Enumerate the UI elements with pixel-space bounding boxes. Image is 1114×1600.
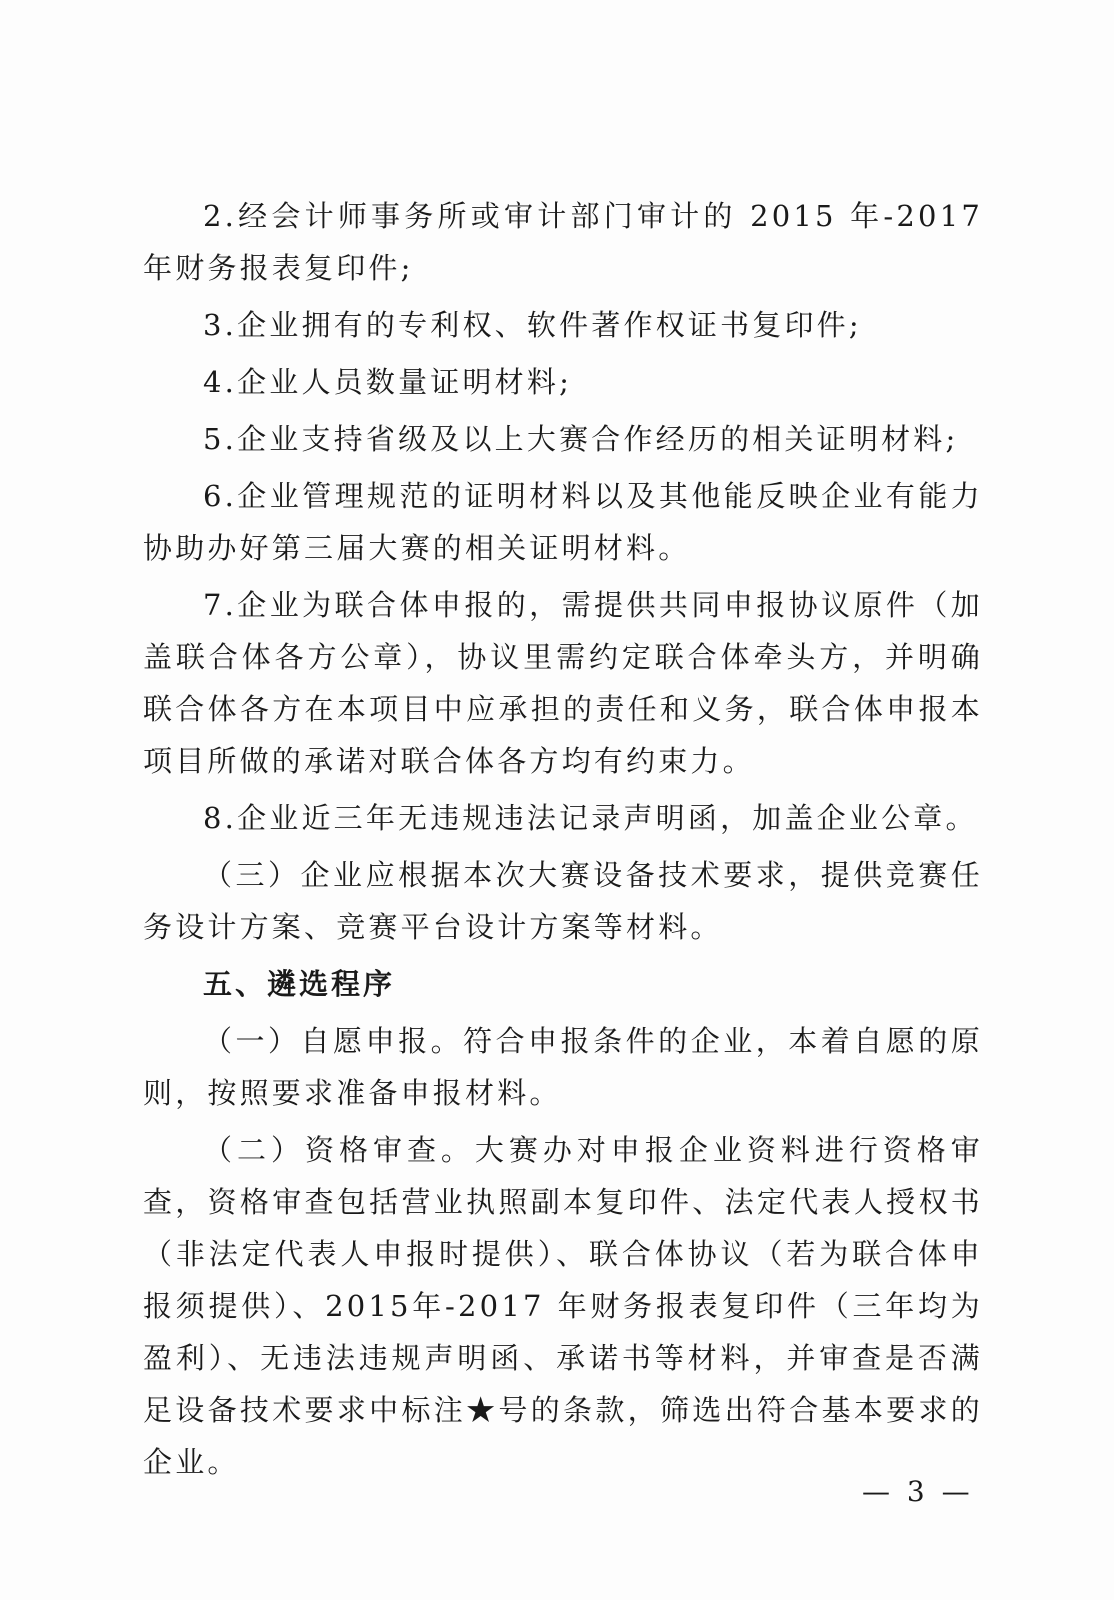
section-paragraph: （二）资格审查。大赛办对申报企业资料进行资格审查，资格审查包括营业执照副本复印件、法定代表人授权书（非法定代表人申报时提供）、联合体协议（若为联合体申报须提供）、2015年-2017 年财务报表复印件（三年均为盈利）、无违法违规声明函、承诺书等材料，并审查是否满足设备技术要求中标注★号的条款，筛选出符合基本要求的企业。 — [143, 1133, 983, 1479]
list-item: 7.企业为联合体申报的，需提供共同申报协议原件（加盖联合体各方公章），协议里需约定联合体牵头方，并明确联合体各方在本项目中应承担的责任和义务，联合体申报本项目所做的承诺对联合体各方均有约束力。 — [143, 588, 983, 778]
section-heading: 五、遴选程序 — [203, 967, 396, 1001]
list-item: 5.企业支持省级及以上大赛合作经历的相关证明材料; — [203, 422, 959, 456]
list-item: 2.经会计师事务所或审计部门审计的 2015 年-2017 年财务报表复印件; — [143, 199, 983, 285]
list-item: 6.企业管理规范的证明材料以及其他能反映企业有能力协助办好第三届大赛的相关证明材料。 — [143, 479, 983, 565]
document-body — [143, 190, 983, 1493]
list-item: 3.企业拥有的专利权、软件著作权证书复印件; — [203, 308, 862, 342]
page-number: — 3 — — [862, 1475, 974, 1508]
section-paragraph: （一）自愿申报。符合申报条件的企业，本着自愿的原则，按照要求准备申报材料。 — [143, 1024, 983, 1110]
list-item: （三）企业应根据本次大赛设备技术要求，提供竞赛任务设计方案、竞赛平台设计方案等材料。 — [143, 858, 983, 944]
list-item: 4.企业人员数量证明材料; — [203, 365, 573, 399]
list-item: 8.企业近三年无违规违法记录声明函，加盖企业公章。 — [203, 801, 978, 835]
